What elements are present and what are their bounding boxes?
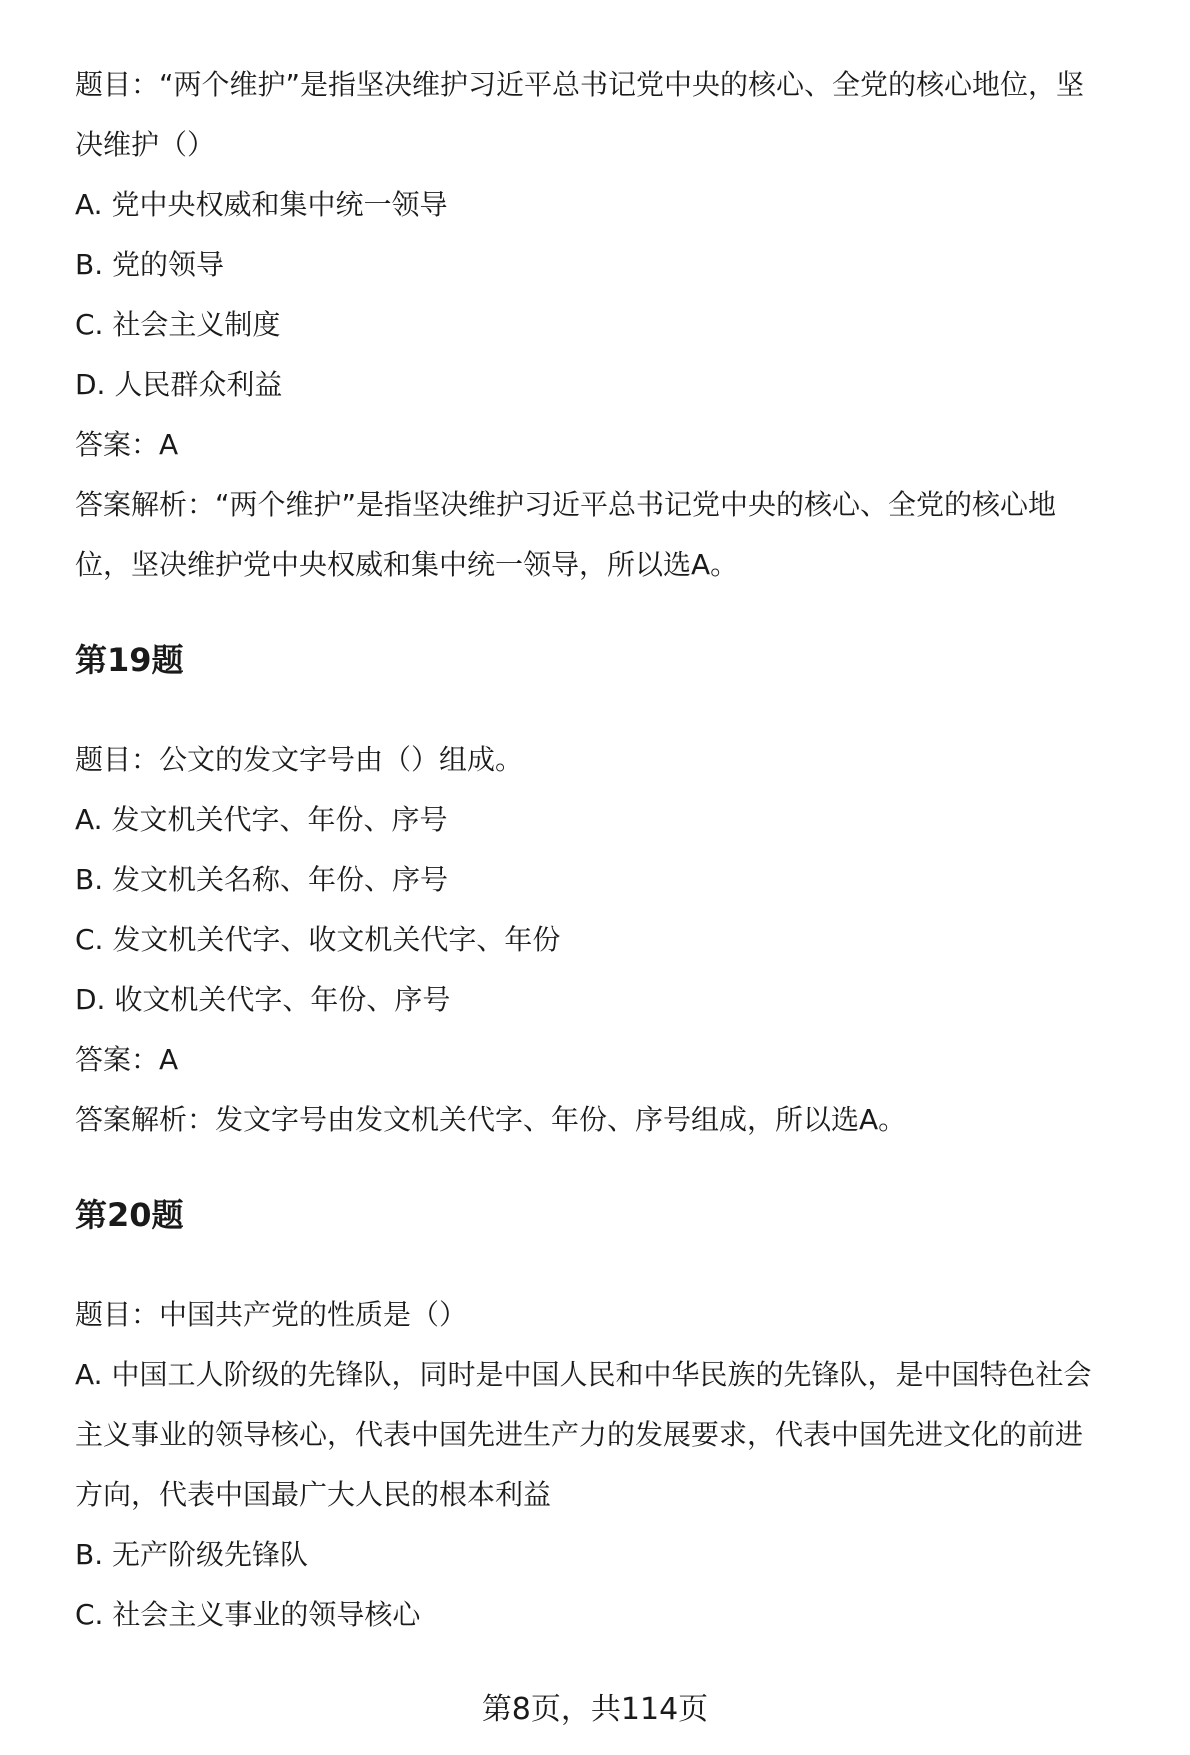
- option-a: A. 党中央权威和集中统一领导: [75, 188, 448, 221]
- question-stem: 题目：“两个维护”是指坚决维护习近平总书记党中央的核心、全党的核心地位，坚: [75, 68, 1085, 101]
- answer-analysis: 答案解析：“两个维护”是指坚决维护习近平总书记党中央的核心、全党的核心地: [75, 488, 1057, 521]
- option-a-continued: 方向，代表中国最广大人民的根本利益: [75, 1478, 552, 1511]
- page-number-footer: 第8页，共114页: [481, 1692, 709, 1727]
- option-a: A. 中国工人阶级的先锋队，同时是中国人民和中华民族的先锋队，是中国特色社会: [75, 1358, 1092, 1391]
- option-d: D. 人民群众利益: [75, 368, 283, 401]
- spacer: [75, 595, 1175, 630]
- question-stem-continued: 决维护（）: [75, 128, 216, 161]
- spacer: [75, 1150, 1175, 1185]
- option-c: C. 发文机关代字、收文机关代字、年份: [75, 923, 561, 956]
- option-b: B. 党的领导: [75, 248, 225, 281]
- question-19: [75, 730, 1175, 1150]
- question-18: [75, 55, 1175, 595]
- question-20: [75, 1285, 1175, 1645]
- option-a-continued: 主义事业的领导核心，代表中国先进生产力的发展要求，代表中国先进文化的前进: [75, 1418, 1084, 1451]
- option-b: B. 无产阶级先锋队: [75, 1538, 309, 1571]
- question-20-heading: 第20题: [75, 1196, 184, 1234]
- question-stem: 题目：中国共产党的性质是（）: [75, 1298, 468, 1331]
- answer: 答案：A: [75, 428, 179, 461]
- option-c: C. 社会主义事业的领导核心: [75, 1598, 421, 1631]
- answer-analysis: 答案解析：发文字号由发文机关代字、年份、序号组成，所以选A。: [75, 1103, 907, 1136]
- page-content: [75, 55, 1175, 1645]
- spacer: [75, 1245, 1175, 1285]
- question-19-heading: 第19题: [75, 641, 184, 679]
- option-b: B. 发文机关名称、年份、序号: [75, 863, 449, 896]
- option-d: D. 收文机关代字、年份、序号: [75, 983, 451, 1016]
- option-a: A. 发文机关代字、年份、序号: [75, 803, 448, 836]
- spacer: [75, 690, 1175, 730]
- answer-analysis-continued: 位，坚决维护党中央权威和集中统一领导，所以选A。: [75, 548, 739, 581]
- question-stem: 题目：公文的发文字号由（）组成。: [75, 743, 524, 776]
- option-c: C. 社会主义制度: [75, 308, 281, 341]
- answer: 答案：A: [75, 1043, 179, 1076]
